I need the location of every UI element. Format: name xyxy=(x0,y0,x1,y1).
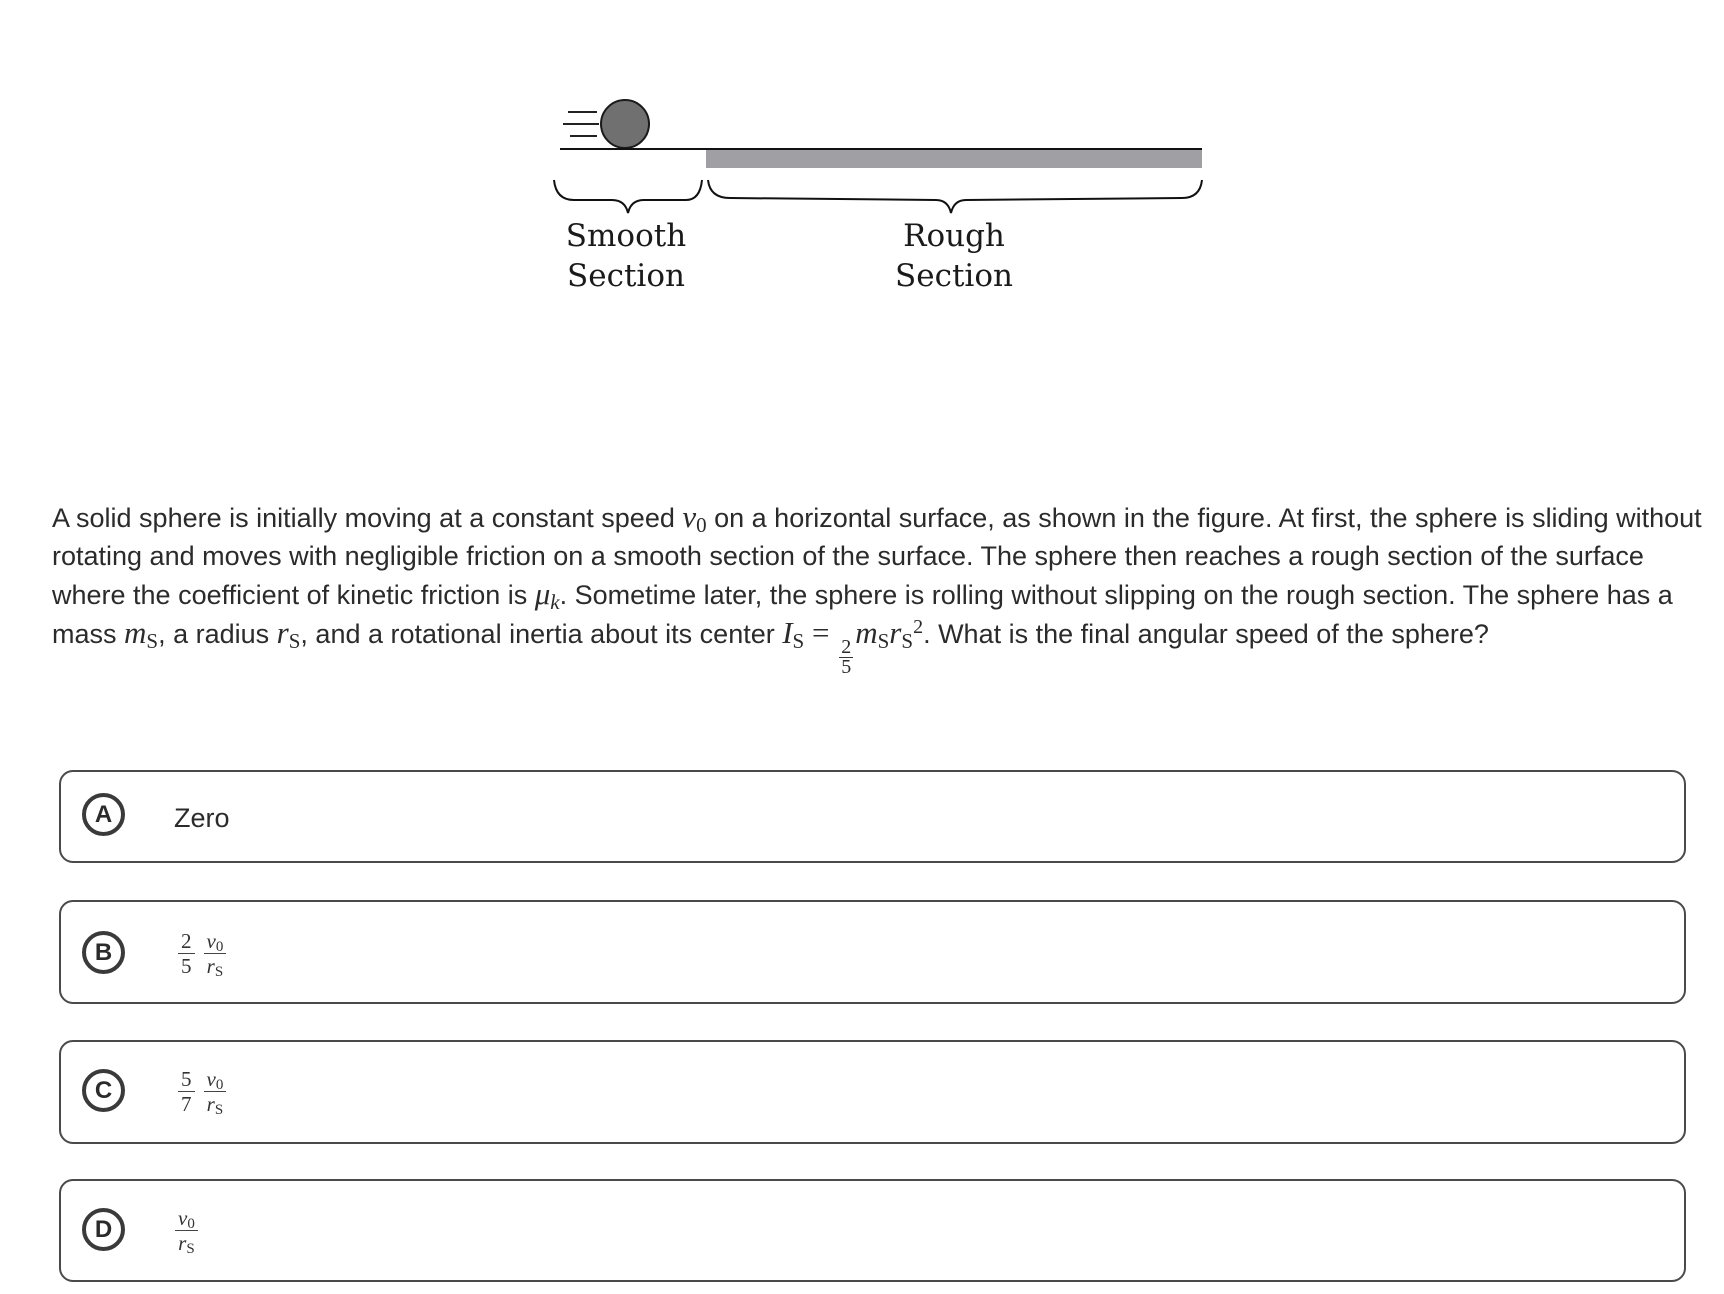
sphere xyxy=(601,100,649,148)
choice-math: $v_0$ $r_S$ xyxy=(175,1206,207,1255)
rough-surface xyxy=(706,150,1202,168)
answer-choice-d[interactable] xyxy=(59,1179,1686,1282)
choice-letter-badge: C xyxy=(82,1069,125,1112)
choice-math: 2 5 $v_0$ $r_S$ xyxy=(178,929,235,978)
rough-section-brace xyxy=(708,180,1202,213)
sphere-surface-figure xyxy=(0,0,1724,330)
choice-letter-badge: D xyxy=(82,1208,125,1251)
rough-label-line2: Section xyxy=(895,258,1013,294)
smooth-label-line1: Smooth xyxy=(565,218,687,254)
rough-label-line1: Rough xyxy=(903,218,1005,254)
smooth-section-brace xyxy=(554,180,702,213)
smooth-label-line2: Section xyxy=(567,258,685,294)
answer-choice-c[interactable] xyxy=(59,1040,1686,1144)
choice-math: 5 7 $v_0$ $r_S$ xyxy=(178,1067,235,1116)
choice-letter-badge: A xyxy=(82,793,125,836)
answer-choice-a[interactable] xyxy=(59,770,1686,863)
answer-choice-b[interactable] xyxy=(59,900,1686,1004)
choice-letter-badge: B xyxy=(82,931,125,974)
two-fifths-fraction: $\frac{2}{5}$ xyxy=(841,636,852,678)
question-text: A solid sphere is initially moving at a constant speed $v_0$ on a horizontal surface, as shown in the figure. At first, the sphere is sliding without rotating and moves with negligible friction on a smooth section of the surface. The sphere then reaches a rough section of the surface where the coefficient of kinetic friction is $\mu_k$. Sometime later, the sphere is rolling without slipping on the rough section. The sphere has a mass $m_S$, a radius $r_S$, and a rotational inertia about its center $I_S$ = $\frac{2}{5}$ $m_Sr_S^2$. What is the final angular speed of the sphere? xyxy=(52,499,1702,678)
choice-text: Zero xyxy=(174,803,230,833)
